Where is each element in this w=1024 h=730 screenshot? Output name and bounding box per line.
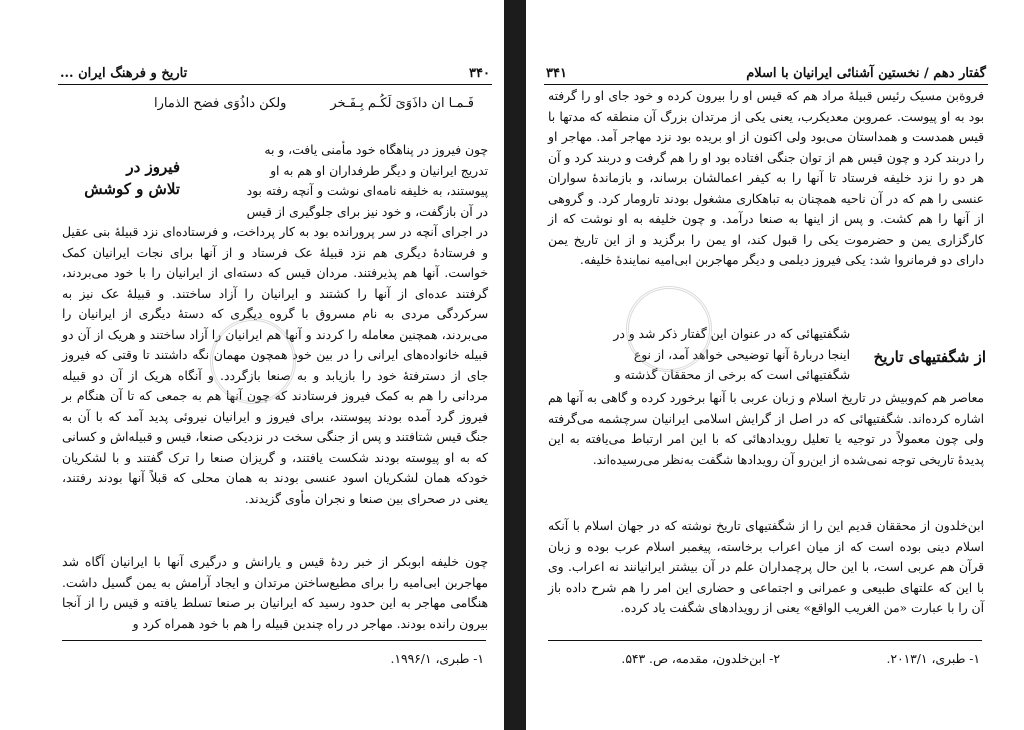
right-running-title: گفتار دهم / نخستین آشنائی ایرانیان با اسلام	[746, 66, 986, 81]
body-paragraph-2-text: چون خلیفه ابوبکر از خبر ردهٔ قیس و یارانش و درگیری آنها با ایرانیان آگاه شد مهاجربن ابی‌امیه را برای مطیع‌ساختن مرتدان و ایجاد آرامش به یمن گسیل داشت. هنگامی مهاجر به این حدود رسید که ایرانیان بر صنعا تسلط یافته و قیس را از آنجا بیرون رانده بودند. مهاجر در راه چندین قبیله را هم با خود همراه کرد و	[62, 555, 488, 631]
intro-line: اینجا دربارهٔ آنها توضیحی خواهد آمد، از نوع	[633, 347, 850, 362]
side-heading-line-1: فیروز در	[126, 158, 180, 176]
watermark-stamp	[626, 286, 712, 372]
side-heading-firuz	[70, 156, 180, 200]
verse-part-2: ولکن داذُوَی فضح الذمارا	[154, 96, 287, 111]
right-page-header	[546, 66, 986, 86]
right-footnote-rule	[548, 640, 982, 641]
right-paragraph-2	[548, 388, 984, 470]
paragraph-3-text: ابن‌خلدون از محققان قدیم این را از شگفتیهای تاریخ نوشته که در جهان اسلام با آنکه اسلام دینی بوده است که از میان اعراب برخاسته، پیغمبر اسلام عرب بوده و زبان قرآن هم عربی است، با این حال پرچمداران علم در آن بیشتر ایرانیانند نه اعراب. وی با این که علتهای طبیعی و عمرانی و اجتماعی و حضاری این امر را هم شرح داده باز آن را با عبارت «من الغریب الواقع» یعنی از رویدادهای شگفت یاد کرده.	[548, 519, 984, 615]
right-page-number: ۳۴۱	[546, 66, 567, 81]
left-page-number: ۳۴۰	[469, 66, 490, 81]
paragraph-1-text: فروةبن مسیک رئیس قبیلهٔ مراد هم که قیس او را بیرون کرده و خود جای او را گرفته بود به او پیوست. عمروبن معدیکرب، یعنی یکی از مرتدان بزرگ آن منطقه که مدتها با قیس همدست و همداستان می‌بود ولی اکنون از او بریده بود نزد مهاجر آمد. مهاجر او را دربند کرد و چون قیس هم از توان جنگی افتاده بود او را هم گرفت و دربند کرد و آن هر دو را نزد خلیفه فرستاد تا آنها را به کیفر اعمالشان برساند، و بازماندهٔ سواران عنسی را هم که در آن ناحیه همچنان به تباهکاری مشغول بودند تارومار کرد. و گروهی از آنها را هم کشت. و پس از اینها به صنعا درآمد. و چون خلیفه به او نوشت که از کارگزاری یمن و حضرموت یکی را قبول کند، او یمن را برگزید و از این تاریخ یمن دارای دو فرمانروا شد: یکی فیروز دیلمی و دیگر مهاجربن ابی‌امیه نمایندهٔ خلیفه.	[548, 89, 984, 267]
side-heading-wonders: از شگفتیهای تاریخ	[873, 348, 986, 366]
right-footnote-2: ۲- ابن‌خلدون، مقدمه، ص. ۵۴۳.	[621, 652, 780, 666]
intro-line: تدریج ایرانیان و دیگر طرفداران او هم به او	[270, 163, 488, 178]
book-gutter	[504, 0, 526, 730]
right-header-rule	[544, 84, 988, 85]
left-body-paragraph-2	[62, 552, 488, 634]
intro-line: در آن بازگفت، و خود نیز برای جلوگیری از قیس	[246, 204, 488, 219]
left-running-title: تاریخ و فرهنگ ایران ...	[60, 66, 188, 81]
left-page-header	[60, 66, 490, 86]
watermark-stamp	[210, 318, 296, 404]
left-intro-lines	[190, 140, 488, 222]
right-page	[526, 0, 1000, 730]
left-page	[40, 0, 504, 730]
body-paragraph-text: در اجرای آنچه در سر پرورانده بود به کار پرداخت، و فرستاده‌ای نزد قبیلهٔ بنی عقیل و فرستادهٔ دیگری هم نزد قبیلهٔ عک فرستاد و از آنها برای نجات ایرانیان کمک خواست. آنها هم پذیرفتند. مردان قیس که دسته‌ای از ایرانیان را با خود می‌بردند، گرفتند عده‌ای از آنها را کشتند و ایرانیان را آزاد ساختند. و قبیلهٔ عک نیز به سرکردگی مردی به نام مسروق با گروه دیگری که دستهٔ دیگری از ایرانیان را می‌بردند، همچنین معامله را کردند و آنها هم ایرانیان را آزاد ساختند و هریک از آن دو قبیله خانواده‌های ایرانی را در بین خود همچون مهمان نگه داشتند تا وقتی که فیروز جای از دسترفتهٔ خود را بازیابد و به صنعا بازگردد. و آنگاه هریک از آن دو قبیله مردانی را هم به کمک فیروز فرستادند که چون آنها هم به جمعی که تا آن هنگام بر فیروز گرد آمده بودند پیوستند، برای فیروز و ایرانیان نیرو‌ئی پدید آمد که با آن به جنگ قیس شتافتند و پس از جنگی سخت در نزدیکی صنعا، قیس و قبیله‌اش و کسانی که به او پیوسته بودند شکست یافتند، و گریزان صنعا را ترک گفتند و با لشکریان خودکه همان لشکریان اسود عنسی بودند به همان محلی که قبلاً آنها بودند رفتند، یعنی در صحرای بین صنعا و نجران مأوی گزیدند.	[62, 225, 488, 506]
right-paragraph-1	[548, 86, 984, 271]
intro-line: چون فیروز در پناهگاه خود مأمنی یافت، و به	[264, 143, 488, 157]
left-footnote: ۱- طبری، ۱۹۹۶/۱.	[390, 652, 484, 666]
intro-line: پیوستند، به خلیفه نامه‌ای نوشت و آنچه رفته بود	[246, 184, 488, 198]
verse-part-1: فَـمـا ان داذَوَیَ لَکُـم بِـفَـخر	[330, 96, 474, 111]
right-paragraph-3	[548, 516, 984, 619]
paragraph-2-text: معاصر هم کم‌وبیش در تاریخ اسلام و زبان عربی با آنها برخورد کرده و گاهی به آنها هم اشاره کرده‌اند. شگفتیهائی که در اصل از گرایش اسلامی ایرانیان سرچشمه می‌گرفته ولی چون معمولاً در توجیه یا تعلیل رویدادهائی که با این امر ارتباط می‌یافته به این پدیدهٔ تاریخی توجه نمی‌شده از این‌رو آن رویدادها شگفت به‌نظر می‌رسیده‌اند.	[548, 391, 984, 467]
intro-line: شگفتیهائی است که برخی از محققان گذشته و	[614, 368, 850, 382]
left-footnote-rule	[62, 640, 486, 641]
intro-line: شگفتیهائی که در عنوان این گفتار ذکر شد و در	[613, 327, 850, 341]
right-footnote-1: ۱- طبری، ۲۰۱۳/۱.	[886, 652, 980, 666]
left-header-rule	[58, 84, 492, 85]
side-heading-line-2: تلاش و کوشش	[84, 180, 180, 198]
